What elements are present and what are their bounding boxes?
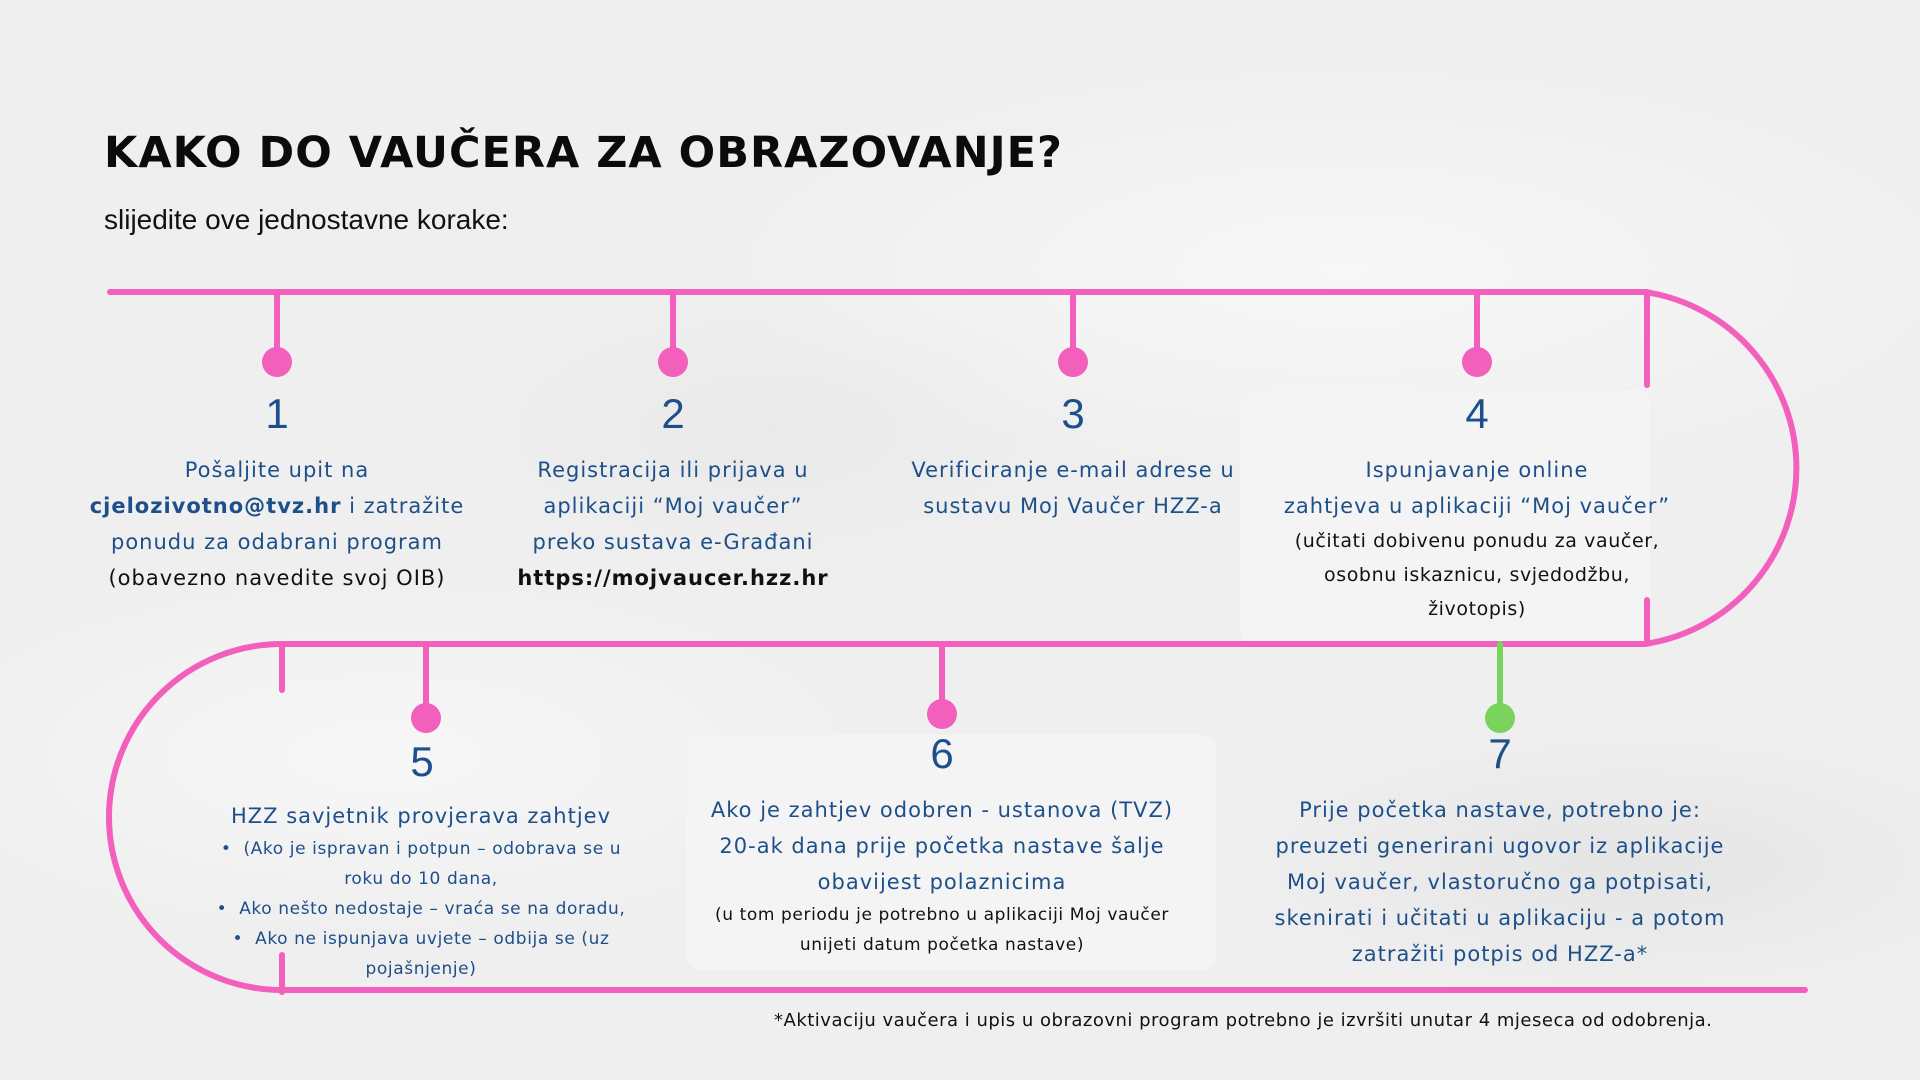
step-3-number: 3 [1061, 390, 1085, 437]
step-2-number: 2 [661, 390, 685, 437]
step-5-dot [411, 703, 441, 733]
step-6-number: 6 [930, 730, 954, 777]
step-7-line-5: zatražiti potpis od HZZ-a* [1351, 942, 1649, 966]
step-2-line-2: aplikaciji “Moj vaučer” [543, 494, 803, 518]
step-2-text [473, 452, 873, 596]
step-3-dot [1058, 347, 1088, 377]
step-7-line-3: Moj vaučer, vlastoručno ga potpisati, [1286, 870, 1713, 894]
step-6-line-2: 20-ak dana prije početka nastave šalje [719, 834, 1165, 858]
step-7-line-4: skenirati i učitati u aplikaciju - a potom [1274, 906, 1726, 930]
step-5-bullet-3: Ako ne ispunjava uvjete – odbija se (uz [255, 929, 610, 949]
step-7-number: 7 [1488, 730, 1512, 777]
step-1-line-2: i zatražite [349, 494, 465, 518]
step-6-note-2: unijeti datum početka nastave) [799, 935, 1085, 955]
step-1-line-1: Pošaljite upit na [184, 458, 370, 482]
contact-email-link[interactable]: cjelozivotno@tvz.hr [89, 494, 342, 518]
step-4-note-3: životopis) [1428, 598, 1526, 620]
step-1-number: 1 [265, 390, 289, 437]
page-title: KAKO DO VAUČERA ZA OBRAZOVANJE? [104, 128, 1063, 178]
step-2-line-1: Registracija ili prijava u [537, 458, 809, 482]
step-7-line-2: preuzeti generirani ugovor iz aplikacije [1275, 834, 1725, 858]
step-5-bullet-1-cont: roku do 10 dana, [344, 869, 498, 889]
step-2-dot [658, 347, 688, 377]
step-5-number: 5 [410, 738, 434, 785]
step-6-note-1: (u tom periodu je potrebno u aplikaciji Moj vaučer [714, 905, 1170, 925]
step-4-dot [1462, 347, 1492, 377]
step-7-dot [1485, 703, 1515, 733]
step-5-text: HZZ savjetnik provjerava zahtjev • (Ako je ispravan i potpun – odobrava se u roku do 10 dana, • Ako nešto nedostaje – vraća se na doradu, • Ako ne ispunjava uvjete – odbija se (uz pojašnjenje) [206, 798, 636, 984]
step-7-text [1240, 792, 1760, 972]
step-4-text [1262, 452, 1692, 626]
step-4-note-1: (učitati dobivenu ponudu za vaučer, [1294, 530, 1660, 552]
mojvaucer-url-link[interactable]: https://mojvaucer.hzz.hr [517, 566, 829, 590]
step-2-line-3: preko sustava e-Građani [532, 530, 814, 554]
step-5-bullet-2: Ako nešto nedostaje – vraća se na doradu, [239, 899, 626, 919]
step-3-text [873, 452, 1273, 524]
step-6-text [682, 792, 1202, 960]
step-3-line-1: Verificiranje e-mail adrese u [911, 458, 1235, 482]
step-1-note: (obavezno navedite svoj OIB) [108, 566, 446, 590]
step-5-bullet-3-cont: pojašnjenje) [365, 959, 477, 979]
footnote: *Aktivaciju vaučera i upis u obrazovni program potrebno je izvršiti unutar 4 mjeseca od odobrenja. [774, 1010, 1713, 1031]
step-4-number: 4 [1465, 390, 1489, 437]
step-6-dot [927, 699, 957, 729]
step-3-line-2: sustavu Moj Vaučer HZZ-a [923, 494, 1223, 518]
step-1-text [77, 452, 477, 596]
step-4-note-2: osobnu iskaznicu, svjedodžbu, [1323, 564, 1631, 586]
step-6-line-1: Ako je zahtjev odobren - ustanova (TVZ) [710, 798, 1174, 822]
step-6-line-3: obavijest polaznicima [817, 870, 1067, 894]
step-1-dot [262, 347, 292, 377]
page-subtitle: slijedite ove jednostavne korake: [104, 204, 509, 235]
step-4-line-2: zahtjeva u aplikaciji “Moj vaučer” [1283, 494, 1671, 518]
step-5-bullet-1: (Ako je ispravan i potpun – odobrava se u [243, 839, 622, 859]
step-1-line-3: ponudu za odabrani program [110, 530, 444, 554]
step-5-heading: HZZ savjetnik provjerava zahtjev [230, 804, 612, 828]
step-7-line-1: Prije početka nastave, potrebno je: [1299, 798, 1701, 822]
step-4-line-1: Ispunjavanje online [1365, 458, 1589, 482]
